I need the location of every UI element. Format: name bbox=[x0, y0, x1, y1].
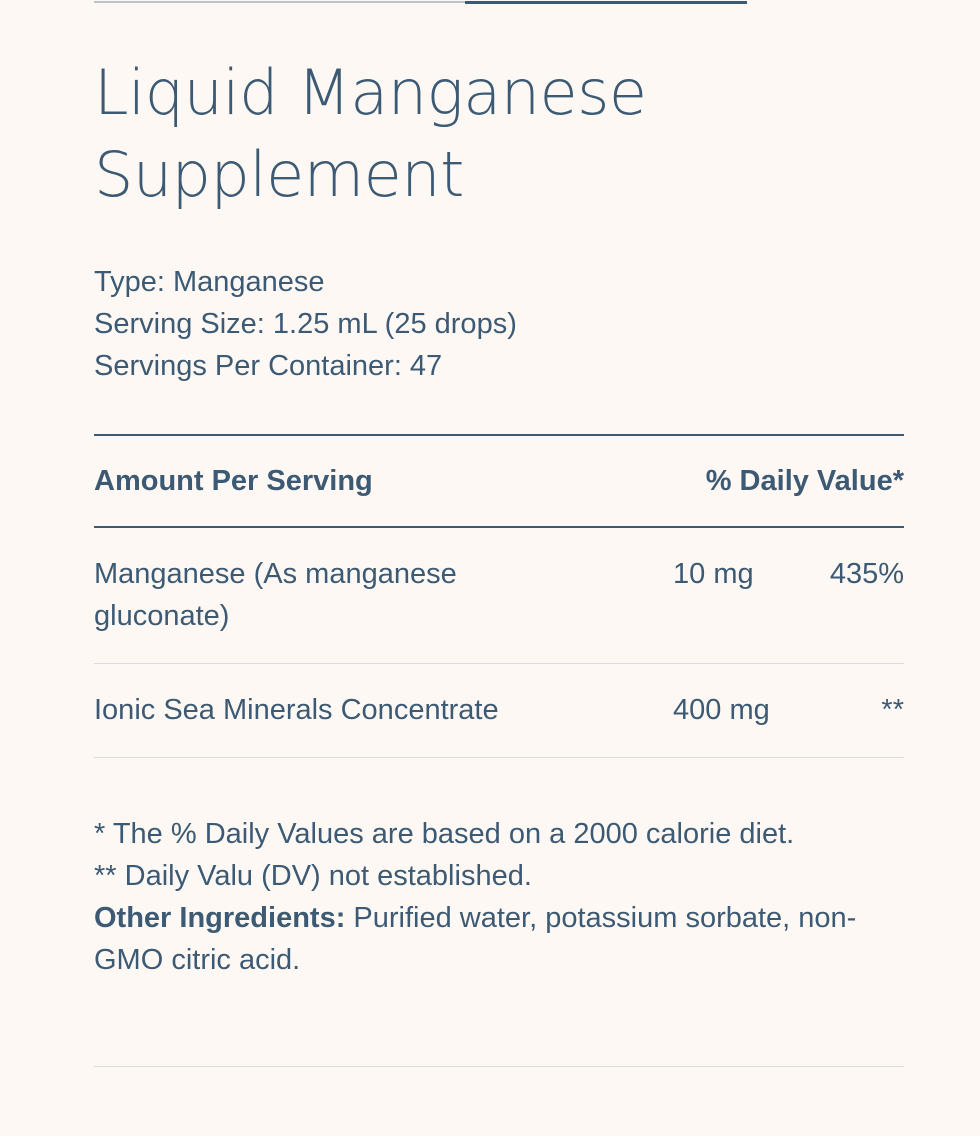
amount-per-serving-header: Amount Per Serving bbox=[94, 464, 373, 497]
type-text: Type: Manganese bbox=[94, 266, 325, 298]
ingredient-name: Ionic Sea Minerals Concentrate bbox=[94, 694, 499, 726]
product-title-line-2: Supplement bbox=[94, 138, 464, 211]
ingredient-name: Manganese (As manganese gluconate) bbox=[94, 558, 457, 632]
ingredient-amount: 400 mg bbox=[673, 694, 770, 726]
daily-values-footnote: * The % Daily Values are based on a 2000 calorie diet. bbox=[94, 818, 795, 850]
tab-underline-bar bbox=[94, 0, 904, 4]
dv-not-established-footnote: ** Daily Valu (DV) not established. bbox=[94, 860, 532, 892]
cell-spacer bbox=[534, 689, 673, 731]
product-title-line-1: Liquid Manganese bbox=[94, 56, 647, 129]
tab-indicator-active bbox=[465, 1, 747, 4]
daily-value-header: % Daily Value* bbox=[705, 464, 904, 497]
bottom-divider bbox=[94, 1066, 904, 1067]
product-meta bbox=[94, 261, 904, 387]
other-ingredients bbox=[94, 897, 904, 981]
servings-per-container-text: Servings Per Container: 47 bbox=[94, 350, 443, 382]
table-row bbox=[94, 664, 904, 758]
ingredient-daily-value: 435% bbox=[829, 558, 904, 590]
table-header bbox=[94, 436, 904, 528]
cell-spacer bbox=[534, 553, 673, 637]
other-ingredients-label: Other Ingredients: bbox=[94, 902, 346, 934]
product-title bbox=[94, 52, 904, 216]
supplement-facts-panel bbox=[94, 52, 904, 981]
ingredient-amount: 10 mg bbox=[673, 558, 754, 590]
other-ingredients-text: Purified water, potassium sorbate, non-GMO citric acid. bbox=[94, 902, 857, 976]
footnotes bbox=[94, 813, 904, 981]
table-row bbox=[94, 528, 904, 664]
ingredient-daily-value: ** bbox=[881, 694, 904, 726]
tab-indicator-inactive bbox=[94, 1, 465, 3]
serving-size-text: Serving Size: 1.25 mL (25 drops) bbox=[94, 308, 517, 340]
nutrition-table bbox=[94, 434, 904, 758]
